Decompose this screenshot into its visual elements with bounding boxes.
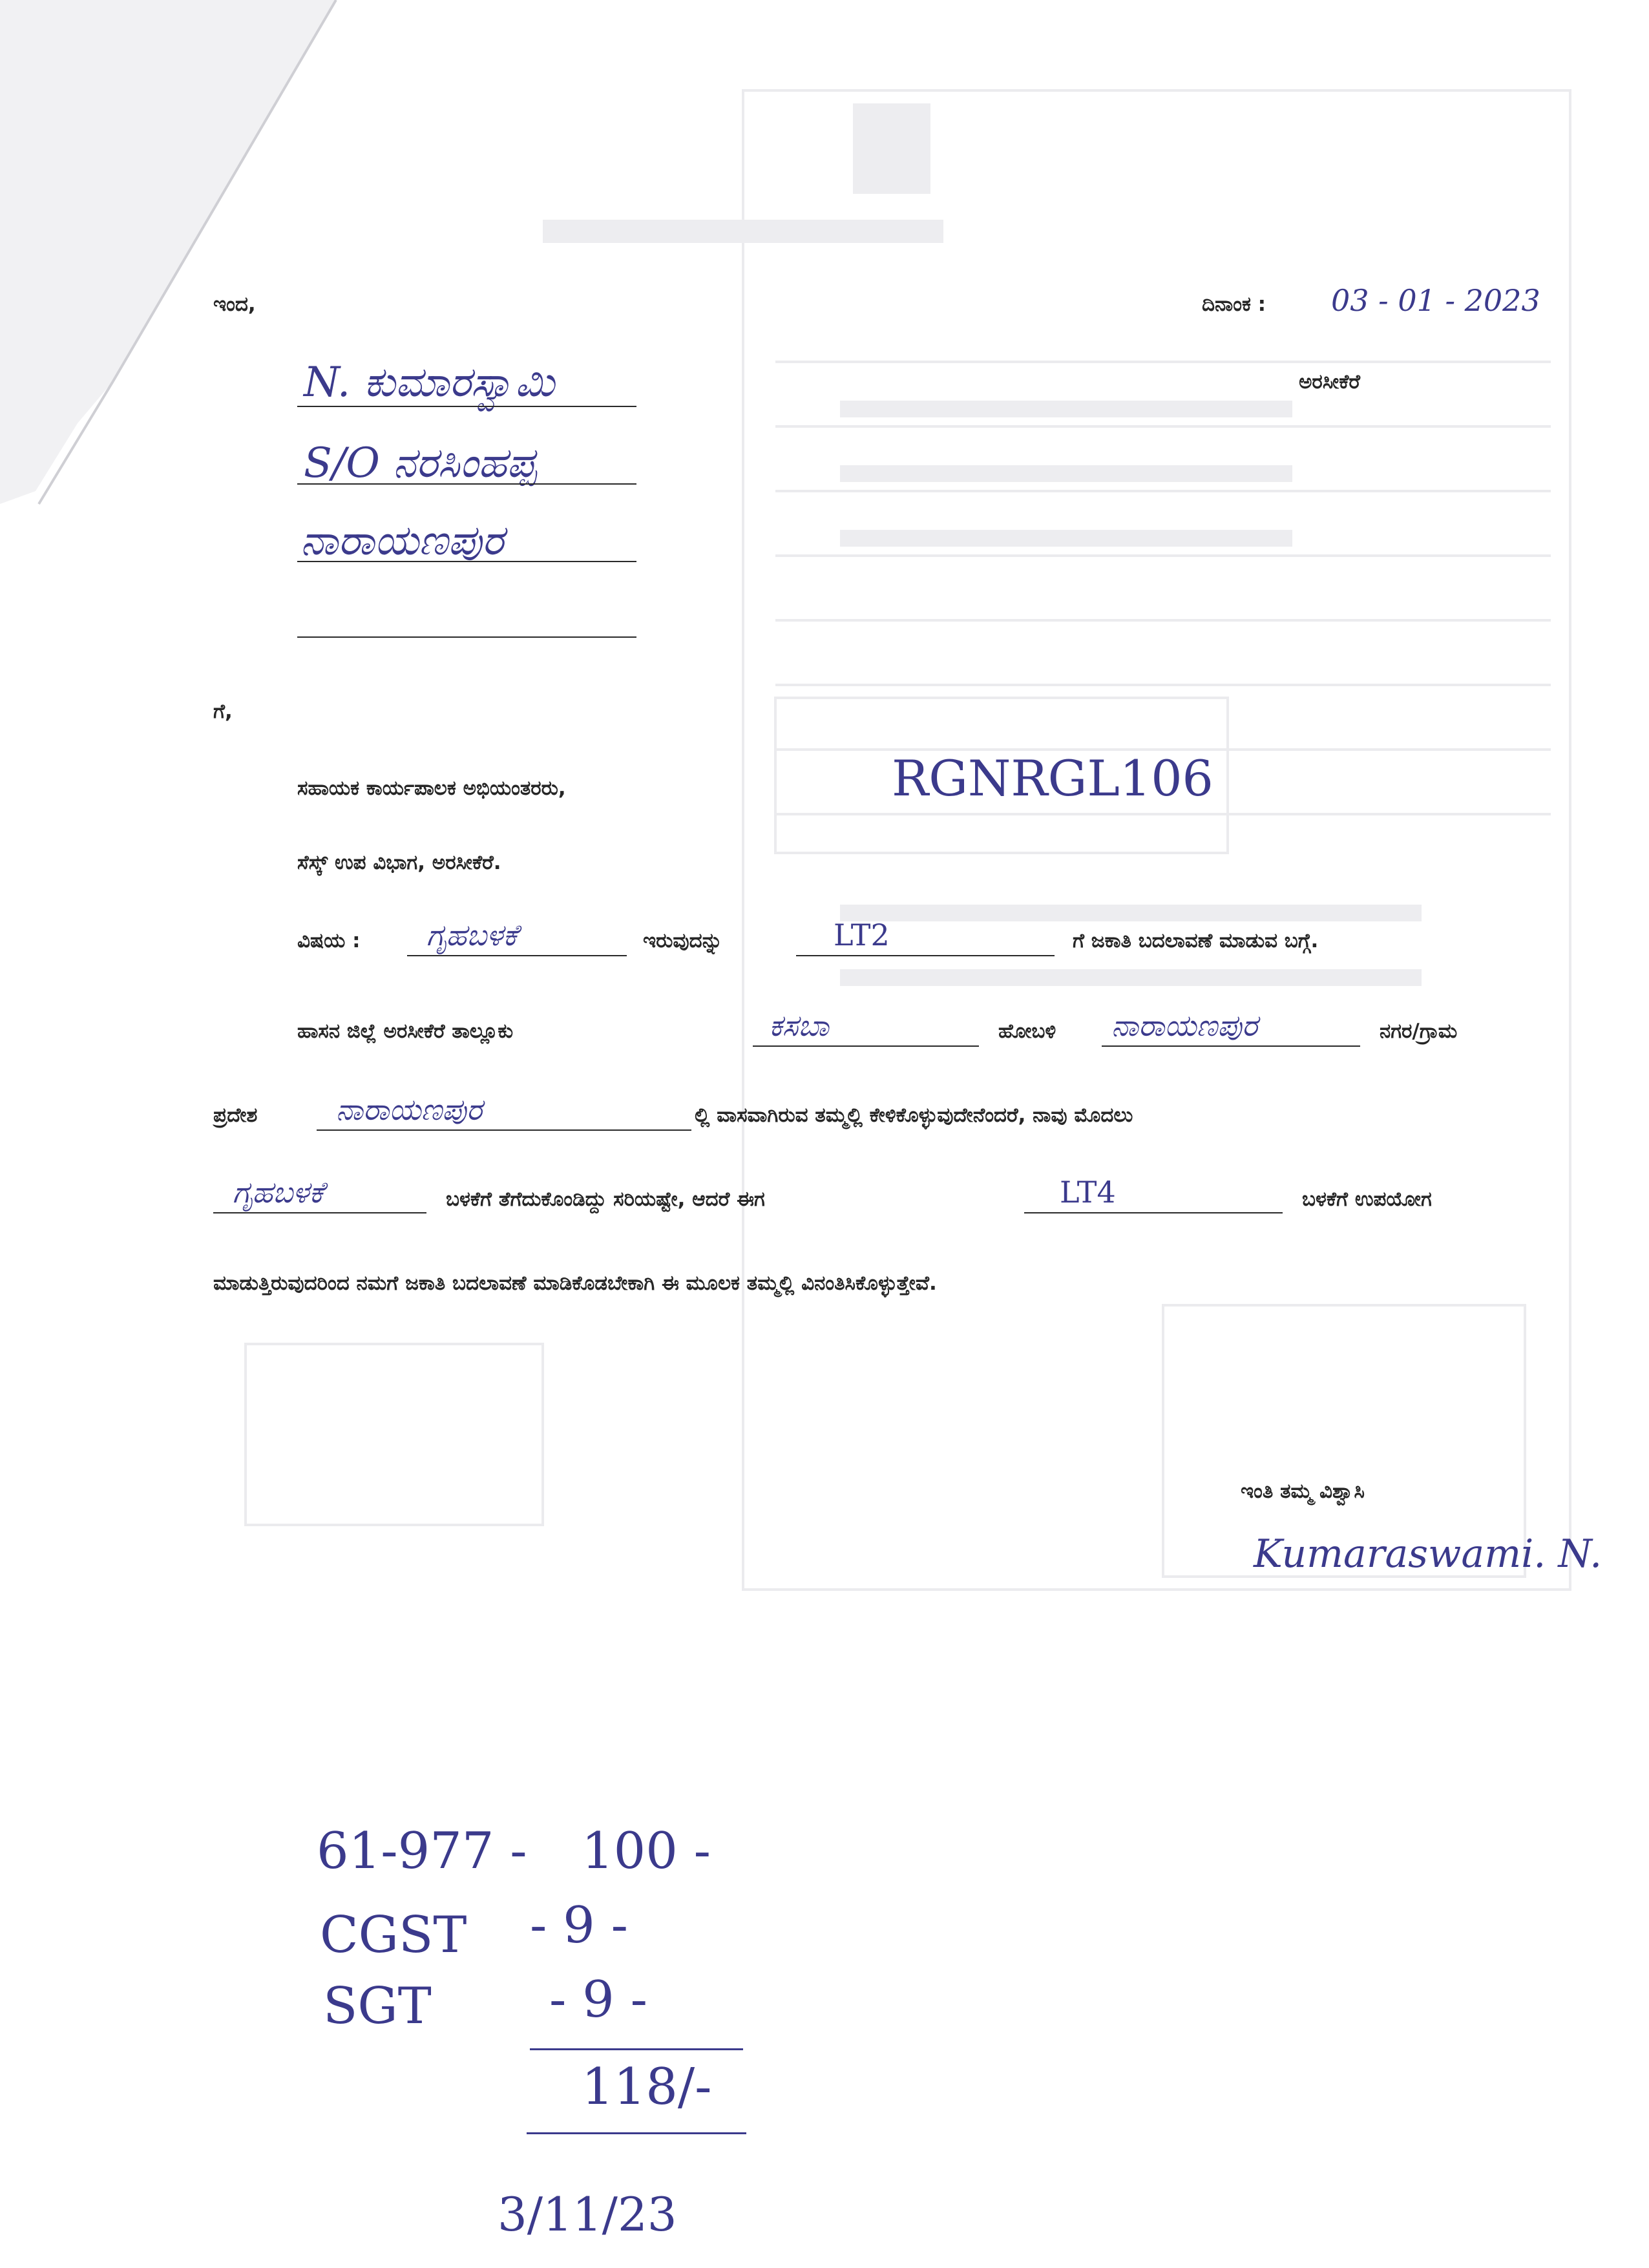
sender-village: ನಾರಾಯಣಪುರ bbox=[300, 517, 504, 565]
body-hobli-value: ಕಸಬಾ bbox=[769, 1008, 829, 1043]
body-new-use: LT4 bbox=[1060, 1175, 1116, 1210]
body-hobli-label: ಹೋಬಳಿ bbox=[998, 1020, 1056, 1043]
sender-blank-underline bbox=[297, 636, 636, 638]
sender-name-underline bbox=[297, 406, 636, 407]
subject-to-underline bbox=[796, 955, 1055, 956]
town-label: ಅರಸೀಕೆರೆ bbox=[1299, 370, 1361, 394]
recipient-office: ಸೆಸ್ಕ್ ಉಪ ವಿಭಾಗ, ಅರಸೀಕೆರೆ. bbox=[297, 851, 501, 874]
subject-mid-text: ಇರುವುದನ್ನು bbox=[643, 929, 722, 952]
fee-total-rule-bottom bbox=[527, 2132, 746, 2134]
date-value: 03 - 01 - 2023 bbox=[1331, 283, 1540, 318]
fee-row3-amount: - 9 - bbox=[549, 1971, 647, 2029]
subject-from-underline bbox=[407, 955, 627, 956]
fee-row3-label: SGT bbox=[323, 1977, 432, 2035]
body-hobli-underline bbox=[753, 1045, 979, 1047]
sender-signature: Kumaraswami. N. bbox=[1254, 1531, 1602, 1577]
sender-relation-underline bbox=[297, 483, 636, 485]
sender-village-underline bbox=[297, 561, 636, 562]
subject-end-text: ಗೆ ಜಕಾತಿ ಬದಲಾವಣೆ ಮಾಡುವ ಬಗ್ಗೆ. bbox=[1073, 929, 1319, 952]
body-previous-use-underline bbox=[213, 1212, 426, 1213]
recipient-designation: ಸಹಾಯಕ ಕಾರ್ಯಪಾಲಕ ಅಭಿಯಂತರರು, bbox=[297, 777, 566, 800]
subject-from-tariff: ಗೃಹಬಳಕೆ bbox=[426, 918, 518, 952]
body-new-use-underline bbox=[1024, 1212, 1283, 1213]
body-area-value: ನಾರಾಯಣಪುರ bbox=[336, 1092, 483, 1127]
fee-total: 118/- bbox=[582, 2058, 712, 2116]
body-town-village-label: ನಗರ/ಗ್ರಾಮ bbox=[1380, 1020, 1458, 1043]
fee-row2-label: CGST bbox=[320, 1906, 467, 1964]
from-label: ಇಂದ, bbox=[213, 293, 256, 316]
fee-row1-amount: 100 - bbox=[582, 1822, 711, 1880]
fee-row2-amount: - 9 - bbox=[530, 1896, 628, 1955]
account-number: RGNRGL106 bbox=[892, 750, 1213, 807]
body-transition-text: ಬಳಕೆಗೆ ತೆಗೆದುಕೊಂಡಿದ್ದು ಸರಿಯಷ್ಟೇ, ಆದರೆ ಈಗ bbox=[446, 1188, 765, 1211]
body-district-taluk: ಹಾಸನ ಜಿಲ್ಲೆ ಅರಸೀಕೆರೆ ತಾಲ್ಲೂಕು bbox=[297, 1020, 514, 1043]
body-request-text: ಲ್ಲಿ ವಾಸವಾಗಿರುವ ತಮ್ಮಲ್ಲಿ ಕೇಳಿಕೊಳ್ಳುವುದೇನೆಂದರೆ, ನಾವು ಮೊದಲು bbox=[695, 1104, 1133, 1127]
fee-date-note: 3/11/23 bbox=[498, 2187, 677, 2242]
body-usage-text: ಬಳಕೆಗೆ ಉಪಯೋಗ bbox=[1302, 1188, 1432, 1211]
date-label: ದಿನಾಂಕ : bbox=[1202, 293, 1266, 316]
body-area-underline bbox=[317, 1129, 691, 1131]
subject-label: ವಿಷಯ : bbox=[297, 929, 361, 952]
fee-total-rule-top bbox=[530, 2048, 743, 2050]
sender-name: N. ಕುಮಾರಸ್ವಾಮಿ bbox=[304, 359, 555, 406]
body-previous-use: ಗೃಹಬಳಕೆ bbox=[233, 1175, 324, 1210]
body-village-value: ನಾರಾಯಣಪುರ bbox=[1111, 1008, 1258, 1043]
fee-row1-label: 61-977 - bbox=[317, 1822, 527, 1880]
to-label: ಗೆ, bbox=[213, 700, 233, 723]
subject-to-tariff: LT2 bbox=[834, 918, 890, 952]
body-area-label: ಪ್ರದೇಶ bbox=[213, 1104, 258, 1127]
sender-relation: S/O ನರಸಿಂಹಪ್ಪ bbox=[304, 439, 537, 487]
body-village-underline bbox=[1102, 1045, 1360, 1047]
closing-label: ಇಂತಿ ತಮ್ಮ ವಿಶ್ವಾಸಿ bbox=[1241, 1480, 1365, 1503]
body-closing-request: ಮಾಡುತ್ತಿರುವುದರಿಂದ ನಮಗೆ ಜಕಾತಿ ಬದಲಾವಣೆ ಮಾಡಿಕೊಡಬೇಕಾಗಿ ಈ ಮೂಲಕ ತಮ್ಮಲ್ಲಿ ವಿನಂತಿಸಿಕೊಳ್ಳುತ್ತೇವೆ. bbox=[213, 1272, 937, 1295]
